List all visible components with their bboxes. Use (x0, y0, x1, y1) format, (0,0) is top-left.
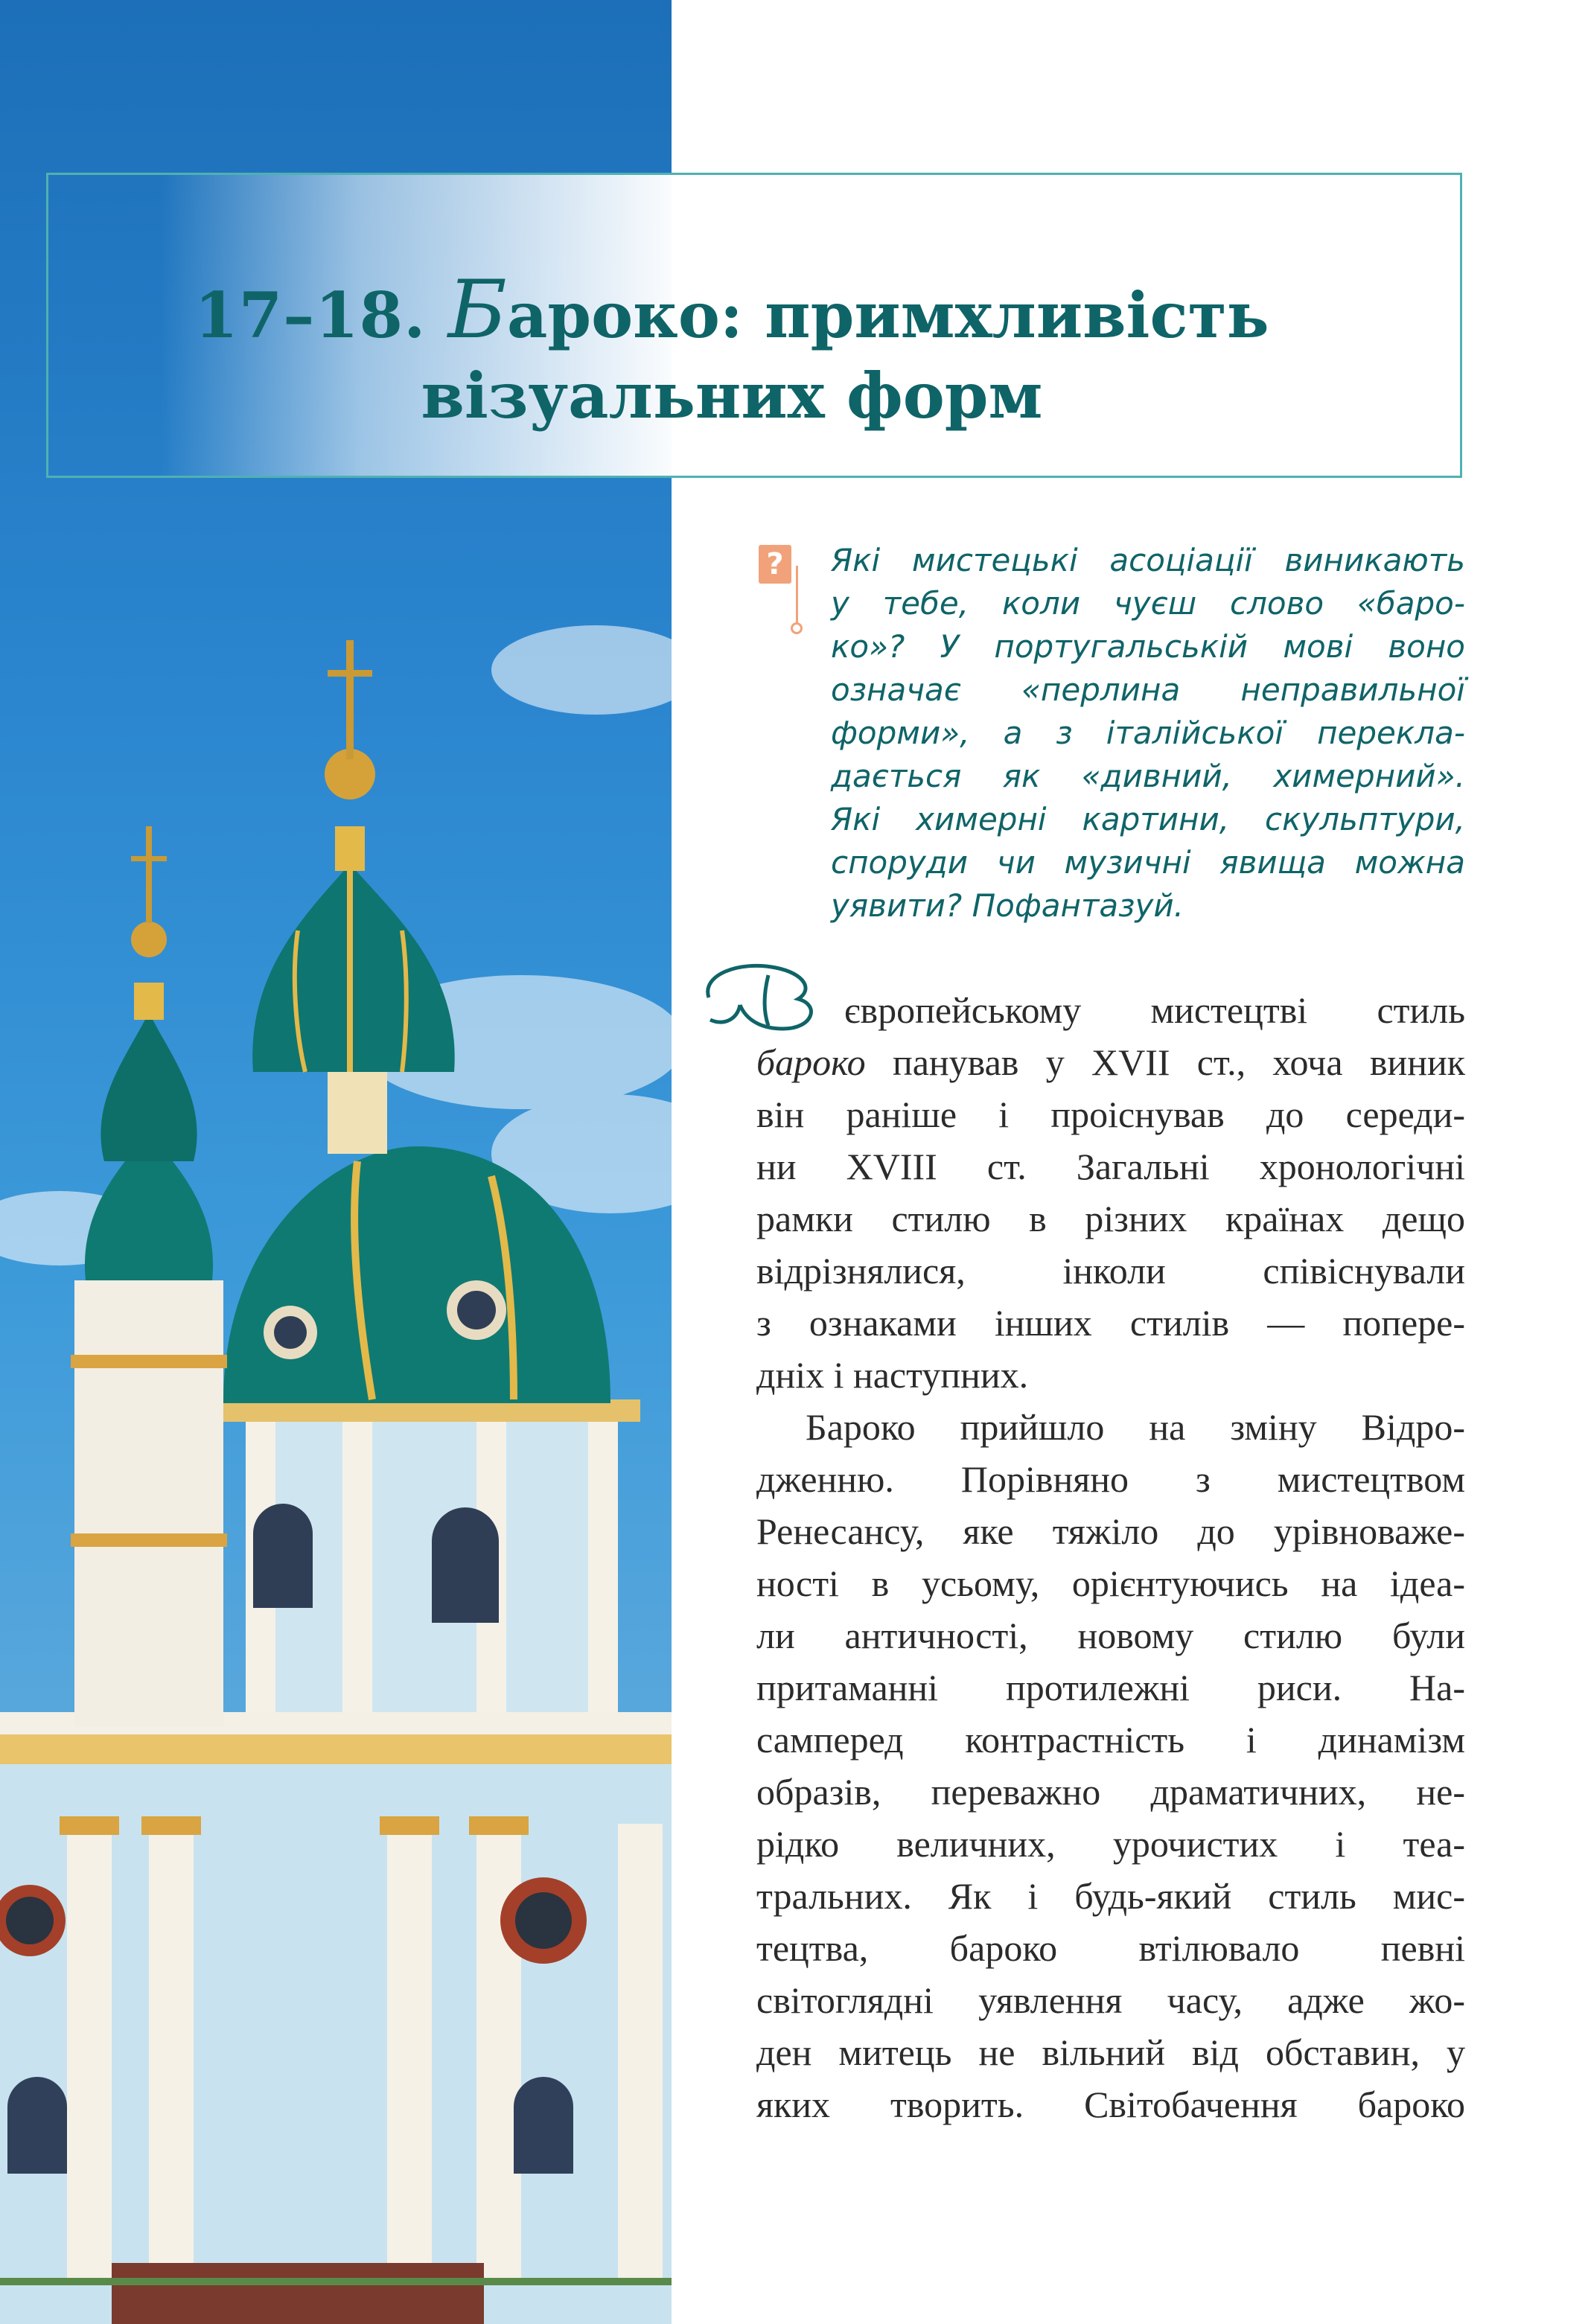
question-mark-icon: ? (759, 545, 791, 584)
question-line: ко»? У португальській мові воно (831, 628, 1465, 665)
section-number: 17–18. (194, 278, 427, 352)
question-icon-dot (791, 622, 803, 634)
title-line1: ароко: примхливість (506, 278, 1269, 352)
question-line: у тебе, коли чуєш слово «баро- (831, 585, 1465, 622)
body-line: самперед контрастність і динамізм (756, 1719, 1465, 1760)
question-line: уявити? Пофантазуй. (831, 887, 1184, 924)
body-line: яких творить. Світобачення бароко (756, 2084, 1465, 2125)
body-line: з ознаками інших стилів — попере- (756, 1302, 1465, 1344)
title-line2: візуальних форм (421, 359, 1043, 432)
body-line: притаманні протилежні риси. На- (756, 1667, 1465, 1708)
body-line: він раніше і проіснував до середи- (756, 1094, 1465, 1135)
body-line: Ренесансу, яке тяжіло до урівноваже- (756, 1510, 1465, 1552)
question-icon-line (796, 566, 798, 625)
question-line: форми», а з італійської перекла- (831, 715, 1465, 751)
question-line: дається як «дивний, химерний». (831, 758, 1465, 794)
body-line: європейському мистецтві стиль (844, 989, 1465, 1031)
body-text (756, 984, 1465, 2130)
page-title (48, 264, 1415, 436)
question-line: означає «перлина неправильної (831, 671, 1465, 708)
term-baroque: бароко (756, 1041, 866, 1083)
body-line: образів, переважно драматичних, не- (756, 1771, 1465, 1813)
body-line: ден митець не вільний від обставин, у (756, 2031, 1465, 2073)
body-line: відрізнялися, інколи співіснували (756, 1250, 1465, 1292)
body-line: ни XVIII ст. Загальні хронологічні (756, 1146, 1465, 1187)
body-line: ли античності, новому стилю були (756, 1615, 1465, 1656)
question-line: споруди чи музичні явища можна (831, 844, 1465, 881)
body-line: тральних. Як і будь-який стиль мис- (756, 1875, 1465, 1917)
svg-text:В: В (776, 1025, 781, 1033)
body-line: світоглядні уявлення часу, адже жо- (756, 1979, 1465, 2021)
title-box (46, 173, 1462, 478)
body-line: рідко величних, урочистих і теа- (756, 1823, 1465, 1865)
body-line: дженню. Порівняно з мистецтвом (756, 1458, 1465, 1500)
body-line: Бароко прийшло на зміну Відро- (806, 1406, 1465, 1448)
body-line: рамки стилю в різних країнах дещо (756, 1198, 1465, 1239)
body-line: дніх і наступних. (756, 1354, 1029, 1396)
body-line: ності в усьому, орієнтуючись на ідеа- (756, 1562, 1465, 1604)
question-line: Які химерні картини, скульптури, (831, 801, 1465, 837)
question-block (831, 539, 1465, 928)
body-line: тецтва, бароко втілювало певні (756, 1927, 1465, 1969)
title-initial: Б (447, 264, 507, 357)
question-line: Які мистецькі асоціації виникають (831, 542, 1465, 578)
body-line: бароко панував у XVII ст., хоча виник (756, 1041, 1465, 1083)
